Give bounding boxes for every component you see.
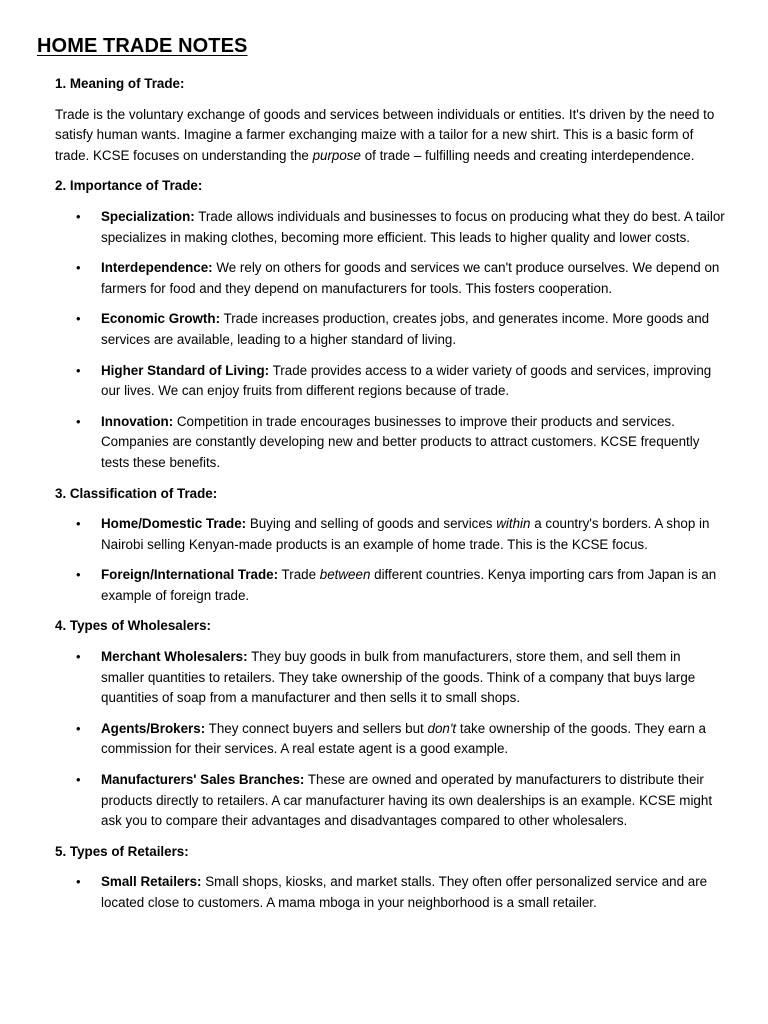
item-text: a country's borders. A shop in Nairobi selling Kenyan-made products is an example of home trade. This is the KCSE focus. [101,516,710,552]
section-heading: 2. Importance of Trade: [55,178,203,194]
term-label: Interdependence: [101,260,213,276]
item-text: We rely on others for goods and services we can't produce ourselves. We depend on farmers for food and they depend on manufacturers for tools. This fosters cooperation. [101,260,720,296]
list-item [55,309,725,350]
bullet-icon: • [76,772,81,788]
item-text: They connect buyers and sellers but [205,720,428,736]
emphasis-text: between [319,567,371,583]
emphasis-text: purpose [312,147,361,163]
bullet-icon: • [76,567,81,583]
section-types-of-retailers [55,842,725,914]
item-text: These are owned and operated by manufacturers to distribute their products directly to retailers. A car manufacturer having its own dealerships is an example. KCSE might ask you to compare their advantages and disadvantages compared to other wholesalers. [101,772,713,829]
item-text: They buy goods in bulk from manufacturers, store them, and sell them in smaller quantities to retailers. They take ownership of the goods. Think of a company that buys large quantities of soap from a manufacturer and then sells it to small shops. [101,649,696,706]
section-heading: 1. Meaning of Trade: [55,76,185,91]
term-label: Manufacturers' Sales Branches: [101,772,305,788]
item-text: Buying and selling of goods and services [246,516,497,532]
item-text: Small shops, kiosks, and market stalls. They often offer personalized service and are located close to customers. A mama mboga in your neighborhood is a small retailer. [101,874,708,910]
bullet-icon: • [76,413,81,429]
term-label: Higher Standard of Living: [101,362,270,378]
emphasis-text: within [496,516,531,532]
item-text: take ownership of the goods. They earn a commission for their services. A real estate agent is a good example. [101,720,706,757]
item-text: Competition in trade encourages businesses to improve their products and services. Companies are constantly developing new and better products to attract customers. KCSE frequently tests these benefits. [101,413,700,470]
section-heading: 4. Types of Wholesalers: [55,618,212,634]
item-text: Trade [278,567,320,583]
list-item [55,361,725,402]
term-label: Economic Growth: [101,311,221,327]
list-item [55,412,725,474]
list-item [55,258,725,299]
paragraph-text: of trade – fulfilling needs and creating interdependence. [360,147,695,163]
bullet-icon: • [76,874,81,890]
section-classification-of-trade [55,484,725,607]
term-label: Agents/Brokers: [101,720,206,736]
term-label: Small Retailers: [101,874,202,890]
bullet-list [55,514,725,606]
emphasis-text: don't [427,720,457,736]
term-label: Merchant Wholesalers: [101,649,248,665]
term-label: Specialization: [101,208,195,224]
bullet-icon: • [76,260,81,276]
document-title: HOME TRADE NOTES [37,35,248,57]
item-text: Trade increases production, creates jobs, and generates income. More goods and services are available, leading to a higher standard of living. [101,311,710,347]
section-meaning-of-trade [55,74,725,166]
list-item [55,565,725,606]
bullet-list [55,647,725,832]
section-heading: 5. Types of Retailers: [55,843,189,859]
list-item [55,872,725,913]
bullet-icon: • [76,720,81,736]
bullet-icon: • [76,516,81,532]
list-item [55,770,725,832]
section-importance-of-trade [55,176,725,473]
term-label: Innovation: [101,413,174,429]
term-label: Foreign/International Trade: [101,567,279,583]
bullet-icon: • [76,311,81,327]
paragraph-text: Trade is the voluntary exchange of goods and services between individuals or entities. It's driven by the need to satisfy human wants. Imagine a farmer exchanging maize with a tailor for a new shirt. This is a basic form of trade. KCSE focuses on understanding the [55,106,715,163]
list-item [55,719,725,760]
section-types-of-wholesalers [55,616,725,831]
item-text: Trade allows individuals and businesses to focus on producing what they do best. A tailor specializes in making clothes, becoming more efficient. This leads to higher quality and lower costs. [101,208,725,245]
bullet-icon: • [76,208,81,224]
bullet-list [55,872,725,913]
term-label: Home/Domestic Trade: [101,516,247,532]
bullet-icon: • [76,362,81,378]
list-item [55,207,725,248]
item-text: Trade provides access to a wider variety of goods and services, improving our lives. We can enjoy fruits from different regions because of trade. [101,362,712,399]
list-item [55,647,725,709]
item-text: different countries. Kenya importing cars from Japan is an example of foreign trade. [101,567,717,603]
bullet-icon: • [76,649,81,665]
section-heading: 3. Classification of Trade: [55,485,218,501]
paragraph [55,105,725,167]
document-body [55,74,725,924]
list-item [55,514,725,555]
bullet-list [55,207,725,474]
